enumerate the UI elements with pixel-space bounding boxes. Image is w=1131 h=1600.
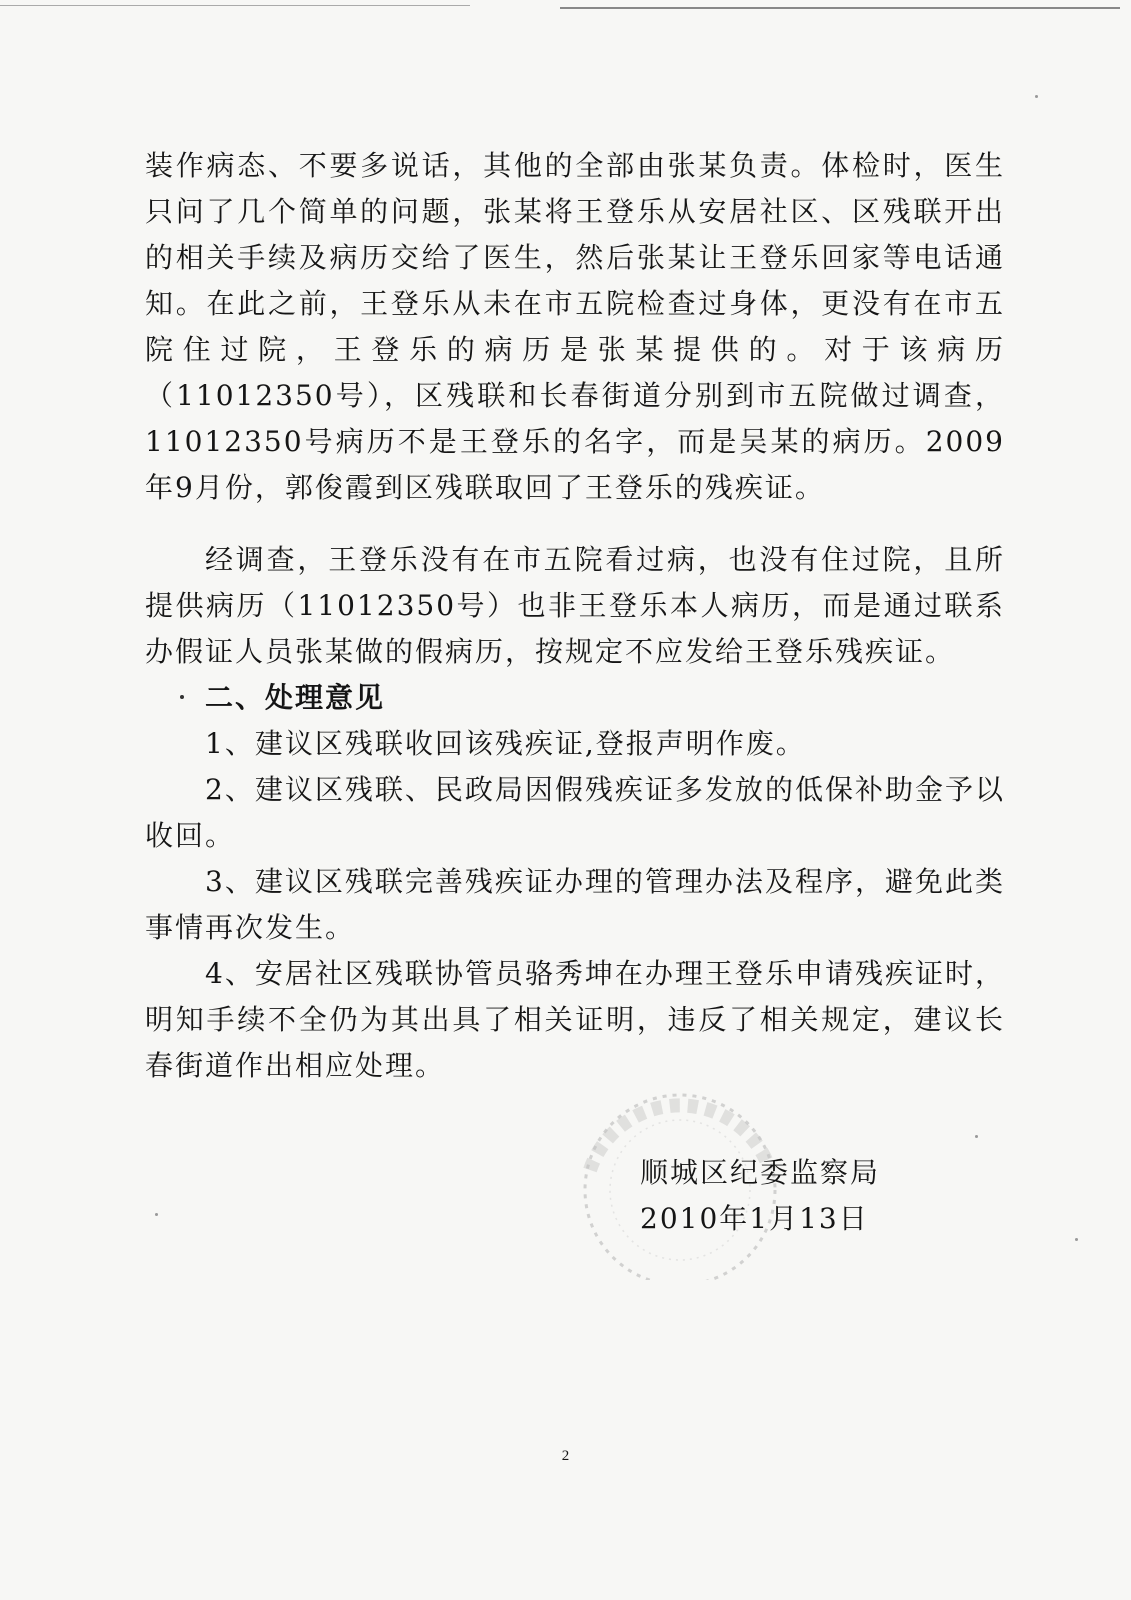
recommendation-item: 1、建议区残联收回该残疾证,登报声明作废。 xyxy=(205,727,806,760)
paragraph-text: 装作病态、不要多说话，其他的全部由张某负责。体检时，医生只问了几个简单的问题，张某将王登乐从安居社区、区残联开出的相关手续及病历交给了医生，然后张某让王登乐回家等电话通知。在此之前，王登乐从未在市五院检查过身体，更没有在市五院住过院，王登乐的病历是张某提供的。对于该病历（11012350号），区残联和长春街道分别到市五院做过调查，11012350号病历不是王登乐的名字，而是吴某的病历。2009年9月份，郭俊霞到区残联取回了王登乐的残疾证。 xyxy=(145,149,1005,504)
scan-speck xyxy=(975,1135,978,1138)
issue-date: 2010年1月13日 xyxy=(640,1202,869,1235)
signature-block xyxy=(620,1150,880,1242)
scan-edge-line xyxy=(560,0,1120,9)
issuing-organization: 顺城区纪委监察局 xyxy=(640,1156,881,1189)
scan-edge-line xyxy=(0,0,470,6)
paragraph-text: 经调查，王登乐没有在市五院看过病，也没有住过院，且所提供病历（11012350号）也非王登乐本人病历，而是通过联系办假证人员张某做的假病历，按规定不应发给王登乐残疾证。 xyxy=(145,543,1005,668)
recommendation-item: 3、建议区残联完善残疾证办理的管理办法及程序，避免此类事情再次发生。 xyxy=(145,865,1005,944)
scan-speck xyxy=(1075,1238,1078,1241)
recommendation-item: 4、安居社区残联协管员骆秀坤在办理王登乐申请残疾证时，明知手续不全仍为其出具了相关证明，违反了相关规定，建议长春街道作出相应处理。 xyxy=(145,957,1005,1082)
paragraph-investigation-conclusion xyxy=(145,537,1005,675)
recommendation-item: 2、建议区残联、民政局因假残疾证多发放的低保补助金予以收回。 xyxy=(145,773,1005,852)
section-heading: 二、处理意见 xyxy=(205,681,386,714)
page-number: 2 xyxy=(561,1448,570,1464)
scan-speck xyxy=(1035,95,1038,98)
recommendation-list xyxy=(145,721,1005,1089)
scan-speck xyxy=(155,1213,158,1216)
paragraph-investigation-details xyxy=(145,143,1005,511)
scan-mark xyxy=(180,695,184,699)
